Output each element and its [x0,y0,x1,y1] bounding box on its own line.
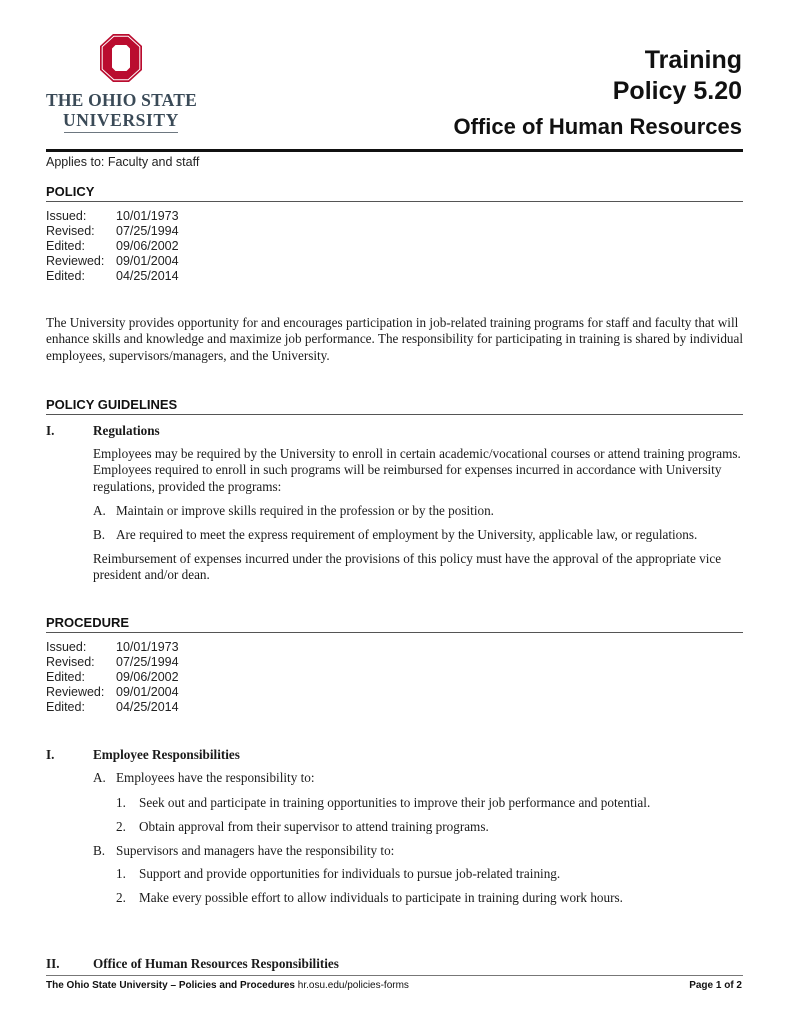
logo-underline [64,132,178,133]
procedure-section2-number: II. [46,956,60,971]
footer-url[interactable]: hr.osu.edu/policies-forms [297,980,409,991]
block-o-icon [100,34,142,82]
guidelines-intro: Employees may be required by the University to enroll in certain academic/vocational courses or attend training programs. Employees required to enroll in such programs will be reimbursed for expenses incurred in accordance with University regulations, provided the programs: [93,446,741,494]
header-divider [46,149,743,152]
procedure-b-item-marker: 2. [116,890,126,905]
guidelines-section-number: I. [46,423,55,438]
document-title-line1: Training [644,46,742,74]
footer-source: The Ohio State University – Policies and Procedures [46,980,295,991]
procedure-date-row: Reviewed: 09/01/2004 [46,685,179,699]
policy-date-row: Issued: 10/01/1973 [46,209,179,223]
procedure-date-row: Issued: 10/01/1973 [46,640,179,654]
procedure-b-item-text: Support and provide opportunities for individuals to pursue job-related training. [139,866,561,881]
document-subtitle: Office of Human Resources [453,114,742,139]
procedure-a-item-text: Seek out and participate in training opportunities to improve their job performance and potential. [139,795,651,810]
footer-left [46,980,409,991]
procedure-date-row: Edited: 09/06/2002 [46,670,179,684]
procedure-date-row: Revised: 07/25/1994 [46,655,179,669]
procedure-a-marker: A. [93,770,106,785]
procedure-b-item-text: Make every possible effort to allow individuals to participate in training during work hours. [139,890,623,905]
document-title-line2: Policy 5.20 [612,77,742,105]
policy-divider [46,201,743,202]
procedure-section1-number: I. [46,747,55,762]
guidelines-section-title: Regulations [93,423,160,438]
guideline-item-marker: B. [93,527,106,542]
procedure-section2-title: Office of Human Resources Responsibilities [93,956,339,971]
procedure-b-item-marker: 1. [116,866,126,881]
footer-divider [46,975,743,976]
guidelines-closing: Reimbursement of expenses incurred under the provisions of this policy must have the approval of the appropriate vice president and/or dean. [93,551,722,583]
procedure-a-item-marker: 1. [116,795,126,810]
policy-dates [46,209,179,284]
procedure-section1-title: Employee Responsibilities [93,747,240,762]
procedure-heading: PROCEDURE [46,615,130,630]
policy-statement: The University provides opportunity for and encourages participation in job-related training programs for staff and faculty that will enhance skills and knowledge and maximize job performance. The responsibility for participating in training is shared by individual employees, supervisors/managers, and the University. [46,315,744,363]
policy-date-row: Revised: 07/25/1994 [46,224,179,238]
procedure-divider [46,632,743,633]
policy-date-row: Edited: 09/06/2002 [46,239,179,253]
policy-date-row: Edited: 04/25/2014 [46,269,179,283]
procedure-date-row: Edited: 04/25/2014 [46,700,179,714]
procedure-b-text: Supervisors and managers have the responsibility to: [116,843,395,858]
guideline-item-text: Maintain or improve skills required in the profession or by the position. [116,503,494,518]
guidelines-divider [46,414,743,415]
procedure-a-text: Employees have the responsibility to: [116,770,315,785]
procedure-b-marker: B. [93,843,106,858]
university-logo [46,34,196,134]
guidelines-heading: POLICY GUIDELINES [46,397,178,412]
procedure-dates [46,640,179,715]
applies-to: Applies to: Faculty and staff [46,155,200,169]
page-number: Page 1 of 2 [689,980,742,991]
policy-heading: POLICY [46,184,95,199]
procedure-a-item-text: Obtain approval from their supervisor to attend training programs. [139,819,489,834]
logo-text-line1: THE OHIO STATE [46,90,197,110]
guideline-item-marker: A. [93,503,106,518]
logo-text-line2: UNIVERSITY [63,110,179,130]
guideline-item-text: Are required to meet the express requirement of employment by the University, applicable law, or regulations. [116,527,698,542]
policy-date-row: Reviewed: 09/01/2004 [46,254,179,268]
procedure-a-item-marker: 2. [116,819,126,834]
